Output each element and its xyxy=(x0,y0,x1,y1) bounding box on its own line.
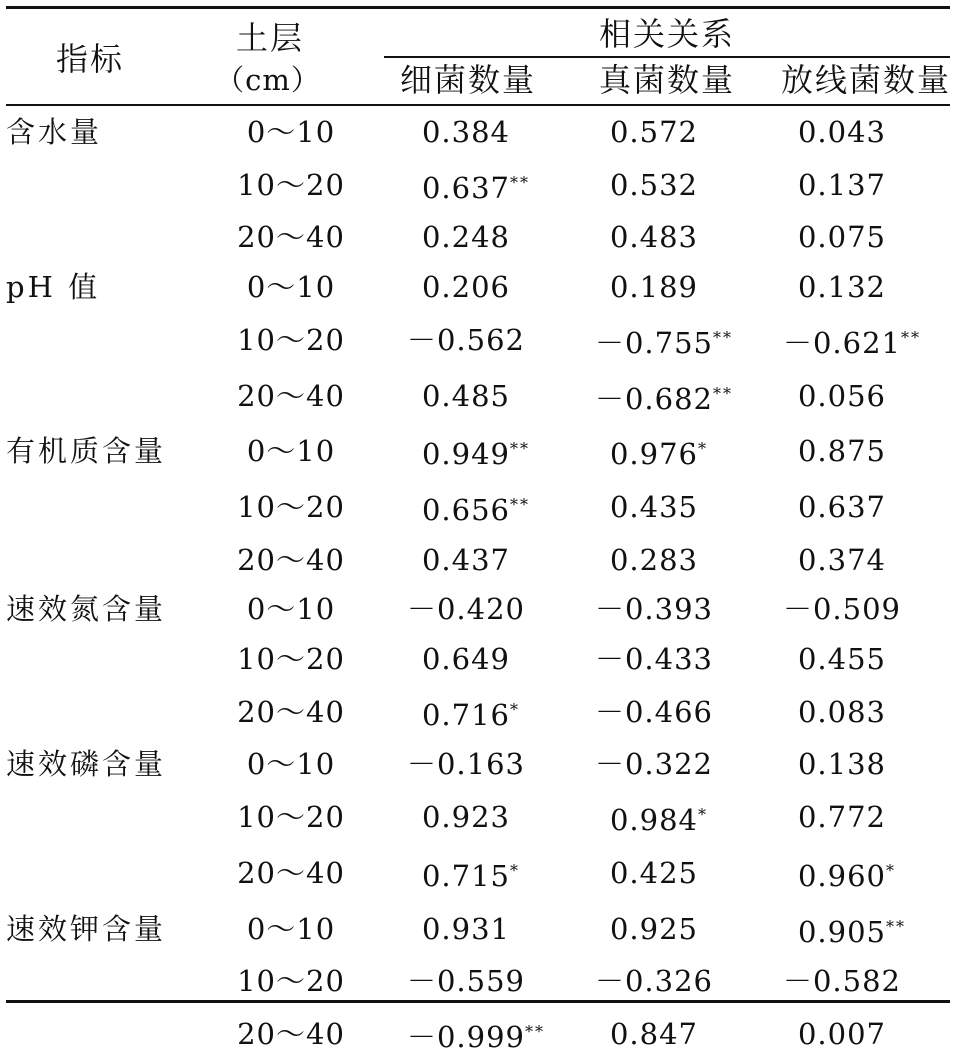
table-row xyxy=(6,902,950,958)
correlation-value: 0.976 xyxy=(609,437,699,472)
soil-layer-cell: 10～20 xyxy=(237,800,345,835)
correlation-cell xyxy=(762,158,950,214)
header-correlation-group: 相关关系 xyxy=(598,15,736,53)
correlation-value: －0.420 xyxy=(406,592,526,627)
correlation-value: 0.435 xyxy=(609,489,699,524)
header-col-actinomycetes: 放线菌数量 xyxy=(780,61,952,99)
table-row xyxy=(6,536,950,586)
indicator-cell xyxy=(6,635,196,685)
indicator-cell: pH 值 xyxy=(6,270,101,305)
correlation-value: 0.384 xyxy=(421,115,511,149)
correlation-value: 0.656 xyxy=(421,492,511,527)
correlation-cell xyxy=(386,313,574,369)
soil-layer-cell: 10～20 xyxy=(237,167,345,202)
correlation-value: －0.621 xyxy=(782,325,902,360)
correlation-cell xyxy=(574,263,762,313)
correlation-value: 0.483 xyxy=(609,220,699,255)
correlation-value: 0.949 xyxy=(421,437,511,472)
correlation-cell xyxy=(762,263,950,313)
correlation-value: －0.393 xyxy=(594,592,714,627)
indicator-cell xyxy=(6,790,196,846)
table-row xyxy=(6,846,950,902)
correlation-cell xyxy=(574,313,762,369)
correlation-cell xyxy=(386,846,574,902)
correlation-cell xyxy=(762,480,950,536)
indicator-cell xyxy=(6,846,196,902)
correlation-cell xyxy=(762,790,950,846)
soil-layer-cell: 20～40 xyxy=(237,220,345,255)
significance-mark: * xyxy=(510,699,521,719)
header-bottom-rule xyxy=(6,104,950,106)
correlation-value: 0.083 xyxy=(797,694,887,729)
soil-layer-cell: 0～10 xyxy=(246,747,336,782)
correlation-cell xyxy=(574,158,762,214)
significance-mark: ** xyxy=(510,494,531,514)
correlation-value: －0.433 xyxy=(594,642,714,677)
correlation-value: －0.755 xyxy=(594,325,714,360)
soil-layer-cell: 10～20 xyxy=(237,642,345,677)
correlation-cell xyxy=(762,635,950,685)
soil-layer-cell: 20～40 xyxy=(237,378,345,413)
correlation-cell xyxy=(574,536,762,586)
correlation-value: 0.572 xyxy=(609,115,699,149)
correlation-value: 0.649 xyxy=(421,642,511,677)
indicator-cell: 速效钾含量 xyxy=(6,911,167,946)
correlation-cell xyxy=(762,902,950,958)
correlation-cell xyxy=(762,846,950,902)
correlation-cell xyxy=(386,369,574,425)
soil-layer-cell: 10～20 xyxy=(237,322,345,357)
correlation-value: －0.562 xyxy=(406,322,526,357)
correlation-value: 0.075 xyxy=(797,220,887,255)
significance-mark: ** xyxy=(510,172,531,192)
correlation-cell xyxy=(574,369,762,425)
table-row xyxy=(6,685,950,741)
correlation-cell xyxy=(762,108,950,158)
correlation-cell xyxy=(386,213,574,263)
correlation-cell xyxy=(386,1007,574,1063)
header-col-bacteria: 细菌数量 xyxy=(399,61,537,99)
correlation-value: 0.206 xyxy=(421,270,511,305)
correlation-cell xyxy=(574,213,762,263)
indicator-cell xyxy=(6,213,196,263)
indicator-cell: 速效磷含量 xyxy=(6,747,167,782)
significance-mark: ** xyxy=(510,439,531,459)
correlation-value: 0.716 xyxy=(421,697,511,732)
correlation-cell xyxy=(386,108,574,158)
indicator-cell xyxy=(6,480,196,536)
correlation-value: 0.043 xyxy=(797,115,887,149)
correlation-value: 0.532 xyxy=(609,167,699,202)
table-row xyxy=(6,369,950,425)
header-layer: 土层 xyxy=(235,19,305,57)
soil-layer-cell: 0～10 xyxy=(246,592,336,627)
table-row xyxy=(6,740,950,790)
indicator-cell xyxy=(6,536,196,586)
significance-mark: * xyxy=(698,439,709,459)
correlation-value: 0.007 xyxy=(797,1016,887,1051)
correlation-value: 0.931 xyxy=(421,911,511,946)
significance-mark: ** xyxy=(525,1021,546,1041)
table-rows xyxy=(6,108,950,1063)
table-row xyxy=(6,1007,950,1063)
correlation-value: 0.137 xyxy=(797,167,887,202)
header-group-rule xyxy=(384,56,950,58)
correlation-value: 0.875 xyxy=(797,434,887,469)
soil-layer-cell: 0～10 xyxy=(246,115,336,149)
correlation-cell xyxy=(762,585,950,635)
correlation-value: 0.056 xyxy=(797,378,887,413)
indicator-cell: 速效氮含量 xyxy=(6,592,167,627)
correlation-cell xyxy=(762,424,950,480)
correlation-value: 0.984 xyxy=(609,803,699,838)
correlation-value: 0.772 xyxy=(797,800,887,835)
table-row xyxy=(6,480,950,536)
correlation-cell xyxy=(386,740,574,790)
correlation-value: －0.466 xyxy=(594,694,714,729)
correlation-value: 0.715 xyxy=(421,858,511,893)
correlation-cell xyxy=(574,846,762,902)
correlation-value: －0.322 xyxy=(594,747,714,782)
indicator-cell xyxy=(6,369,196,425)
correlation-cell xyxy=(386,635,574,685)
correlation-cell xyxy=(762,369,950,425)
correlation-value: 0.132 xyxy=(797,270,887,305)
correlation-value: －0.509 xyxy=(782,592,902,627)
correlation-cell xyxy=(386,902,574,958)
correlation-value: －0.559 xyxy=(406,964,526,999)
correlation-cell xyxy=(762,685,950,741)
soil-layer-cell: 0～10 xyxy=(246,911,336,946)
soil-layer-cell: 20～40 xyxy=(237,694,345,729)
significance-mark: ** xyxy=(713,383,734,403)
correlation-cell xyxy=(574,108,762,158)
correlation-cell xyxy=(386,480,574,536)
correlation-value: 0.374 xyxy=(797,542,887,577)
correlation-cell xyxy=(574,585,762,635)
correlation-cell xyxy=(574,790,762,846)
soil-layer-cell: 20～40 xyxy=(237,855,345,890)
correlation-value: －0.582 xyxy=(782,964,902,999)
correlation-value: 0.960 xyxy=(797,858,887,893)
significance-mark: * xyxy=(510,860,521,880)
correlation-value: 0.485 xyxy=(421,378,511,413)
soil-layer-cell: 10～20 xyxy=(237,964,345,999)
table-top-rule xyxy=(6,6,950,9)
table-row xyxy=(6,585,950,635)
correlation-cell xyxy=(574,424,762,480)
significance-mark: ** xyxy=(886,916,907,936)
correlation-cell xyxy=(574,1007,762,1063)
header-layer-unit: （cm） xyxy=(215,63,321,97)
soil-layer-cell: 20～40 xyxy=(237,1016,345,1051)
soil-layer-cell: 0～10 xyxy=(246,270,336,305)
correlation-cell xyxy=(386,424,574,480)
correlation-value: 0.637 xyxy=(421,170,511,205)
correlation-cell xyxy=(762,213,950,263)
correlation-cell xyxy=(574,685,762,741)
indicator-cell xyxy=(6,313,196,369)
correlation-value: －0.163 xyxy=(406,747,526,782)
correlation-value: 0.905 xyxy=(797,914,887,949)
significance-mark: * xyxy=(886,860,897,880)
correlation-cell xyxy=(386,790,574,846)
table-row xyxy=(6,635,950,685)
correlation-cell xyxy=(762,740,950,790)
indicator-cell: 有机质含量 xyxy=(6,434,167,469)
correlation-value: －0.682 xyxy=(594,381,714,416)
correlation-value: 0.283 xyxy=(609,542,699,577)
indicator-cell xyxy=(6,685,196,741)
correlation-value: 0.138 xyxy=(797,747,887,782)
indicator-cell: 含水量 xyxy=(6,115,103,149)
correlation-value: 0.425 xyxy=(609,855,699,890)
soil-layer-cell: 10～20 xyxy=(237,489,345,524)
correlation-value: 0.847 xyxy=(609,1016,699,1051)
correlation-value: 0.925 xyxy=(609,911,699,946)
header-indicator: 指标 xyxy=(56,40,125,78)
correlation-cell xyxy=(386,536,574,586)
correlation-cell xyxy=(762,313,950,369)
header-col-fungi: 真菌数量 xyxy=(598,61,736,99)
indicator-cell xyxy=(6,158,196,214)
correlation-value: 0.455 xyxy=(797,642,887,677)
soil-layer-cell: 0～10 xyxy=(246,434,336,469)
soil-layer-cell: 20～40 xyxy=(237,542,345,577)
table-row xyxy=(6,213,950,263)
table-bottom-rule xyxy=(6,1000,950,1003)
correlation-cell xyxy=(386,263,574,313)
correlation-value: 0.637 xyxy=(797,489,887,524)
correlation-value: －0.999 xyxy=(406,1019,526,1054)
significance-mark: ** xyxy=(713,327,734,347)
correlation-value: 0.923 xyxy=(421,800,511,835)
correlation-cell xyxy=(574,480,762,536)
correlation-cell xyxy=(574,635,762,685)
correlation-cell xyxy=(574,902,762,958)
table-row xyxy=(6,263,950,313)
significance-mark: ** xyxy=(901,327,922,347)
table-row xyxy=(6,108,950,158)
correlation-cell xyxy=(386,158,574,214)
correlation-cell xyxy=(762,1007,950,1063)
correlation-value: －0.326 xyxy=(594,964,714,999)
table-row xyxy=(6,790,950,846)
table-body xyxy=(6,108,950,1063)
correlation-value: 0.437 xyxy=(421,542,511,577)
correlation-cell xyxy=(386,685,574,741)
indicator-cell xyxy=(6,1007,196,1063)
table-row xyxy=(6,158,950,214)
table-row xyxy=(6,313,950,369)
correlation-value: 0.189 xyxy=(609,270,699,305)
significance-mark: * xyxy=(698,805,709,825)
correlation-cell xyxy=(762,536,950,586)
table-row xyxy=(6,424,950,480)
correlation-cell xyxy=(574,740,762,790)
correlation-value: 0.248 xyxy=(421,220,511,255)
correlation-cell xyxy=(386,585,574,635)
